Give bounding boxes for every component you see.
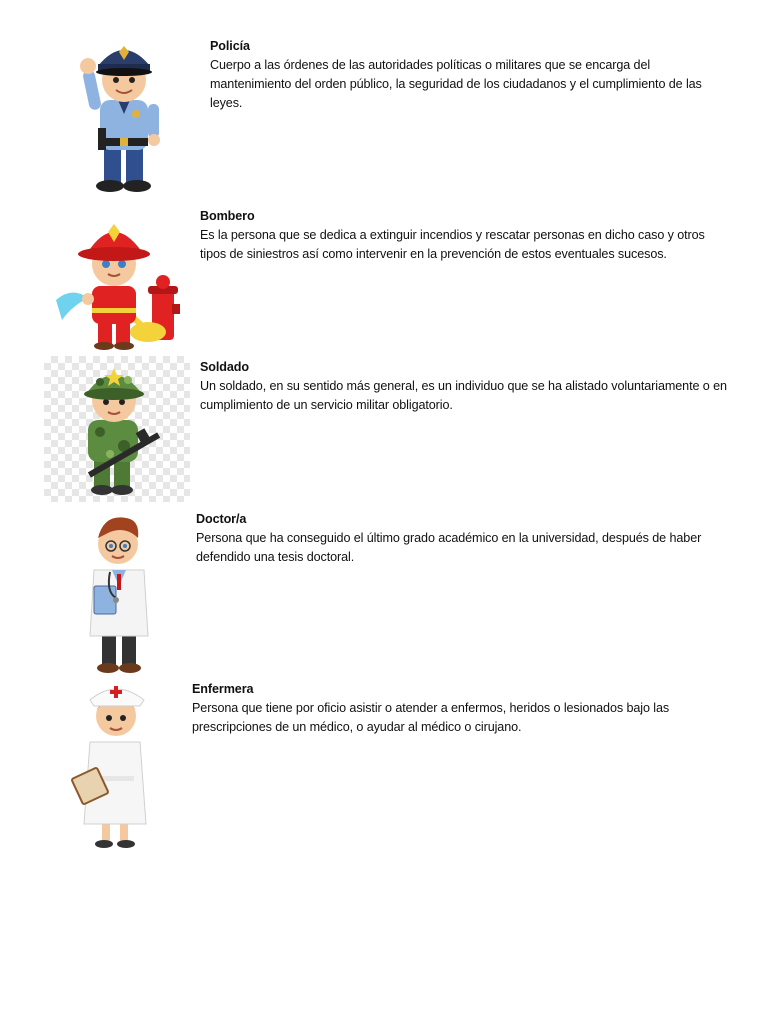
soldier-illustration — [44, 356, 190, 502]
entry-title: Enfermera — [192, 682, 254, 696]
entry-title: Doctor/a — [196, 512, 247, 526]
entry-nurse — [192, 680, 722, 737]
entry-description: Es la persona que se dedica a extinguir incendios y rescatar personas en dicho caso y otros tipos de siniestros así como intervenir en la prevención de estos eventuales sucesos. — [200, 228, 705, 261]
police-officer-illustration — [70, 34, 190, 196]
firefighter-illustration — [52, 208, 182, 350]
entry-title: Soldado — [200, 360, 249, 374]
entry-doctor — [196, 510, 726, 567]
entry-description: Persona que ha conseguido el último grado académico en la universidad, después de haber defendido una tesis doctoral. — [196, 531, 702, 564]
doctor-illustration — [70, 508, 180, 676]
entry-description: Cuerpo a las órdenes de las autoridades políticas o militares que se encarga del mantenimiento del orden público, la seguridad de los ciudadanos y el cumplimiento de las leyes. — [210, 58, 702, 110]
entry-firefighter — [200, 207, 730, 264]
entry-title: Policía — [210, 39, 250, 53]
entry-description: Persona que tiene por oficio asistir o atender a enfermos, heridos o lesionados bajo las prescripciones de un médico, o ayudar al médico o cirujano. — [192, 701, 670, 734]
entry-police — [210, 37, 730, 113]
entry-title: Bombero — [200, 209, 255, 223]
nurse-illustration — [64, 676, 174, 854]
entry-soldier — [200, 358, 730, 415]
entry-description: Un soldado, en su sentido más general, es un individuo que se ha alistado voluntariamente o en cumplimiento de un servicio militar obligatorio. — [200, 379, 727, 412]
